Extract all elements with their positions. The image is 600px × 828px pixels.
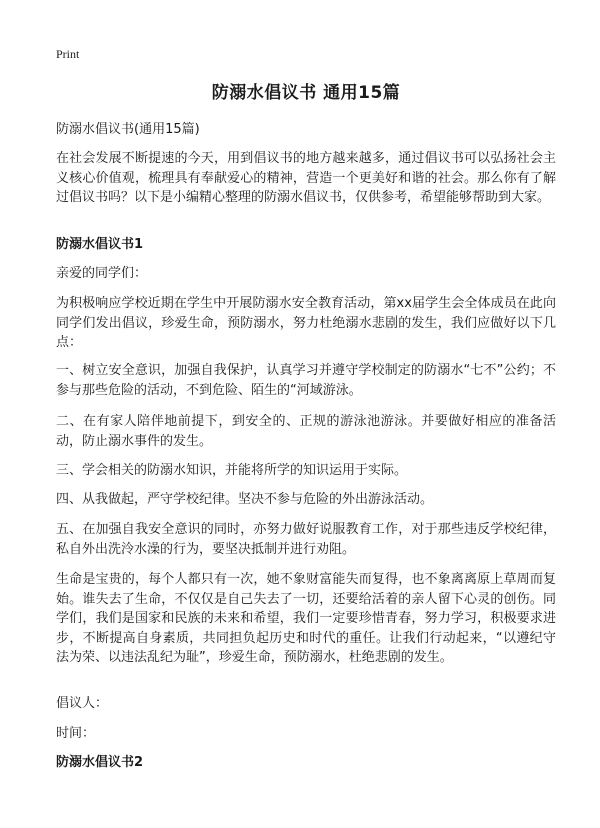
doc-subtitle: 防溺水倡议书(通用15篇) (56, 122, 200, 137)
list-item-2: 二、在有家人陪伴地前提下，到安全的、正规的游泳池游泳。并要做好相应的准备活动，防止溺水事件的发生。 (56, 414, 556, 449)
paragraph-2: 生命是宝贵的，每个人都只有一次，她不象财富能失而复得，也不象离离原上草周而复始。谁失去了生命，不仅仅是自己失去了一切，还要给活着的亲人留下心灵的创伤。同学们，我们是国家和民族的未来和希望，我们一定要珍惜青春，努力学习，积极要求进步，不断提高自身素质，共同担负起历史和时代的重任。让我们行动起来，“以遵纪守法为荣、以违法乱纪为耻”，珍爱生命，预防溺水，杜绝悲剧的发生。 (56, 572, 556, 665)
list-item-1: 一、树立安全意识，加强自我保护，认真学习并遵守学校制定的防溺水“七不”公约；不参与那些危险的活动，不到危险、陌生的“河域游泳。 (56, 363, 556, 398)
list-item-3: 三、学会相关的防溺水知识，并能将所学的知识运用于实际。 (56, 463, 408, 478)
list-item-4: 四、从我做起，严守学校纪律。坚决不参与危险的外出游泳活动。 (56, 492, 434, 507)
section-2-heading: 防溺水倡议书2 (56, 755, 144, 770)
list-item-5: 五、在加强自我安全意识的同时，亦努力做好说服教育工作，对于那些违反学校纪律，私自外出洗泠水澡的行为，要坚决抵制并进行劝阻。 (56, 522, 556, 557)
paragraph-1: 为积极响应学校近期在学生中开展防溺水安全教育活动，第xx届学生会全体成员在此向同学们发出倡议，珍爱生命，预防溺水，努力杜绝溺水悲剧的发生，我们应做好以下几点： (56, 296, 556, 350)
intro-paragraph: 在社会发展不断提速的今天，用到倡议书的地方越来越多，通过倡议书可以弘扬社会主义核心价值观，梳理具有奉献爱心的精神，营造一个更美好和谐的社会。那么你有了解过倡议书吗？以下是小编精心整理的防溺水倡议书，仅供参考，希望能够帮助到大家。 (56, 151, 556, 205)
page-title: 防溺水倡议书 通用15篇 (211, 83, 401, 103)
signer-label: 倡议人： (56, 696, 109, 711)
section-1-heading: 防溺水倡议书1 (56, 237, 144, 252)
print-link[interactable]: Print (56, 47, 80, 61)
time-label: 时间： (56, 726, 96, 741)
salutation: 亲爱的同学们： (56, 266, 148, 281)
